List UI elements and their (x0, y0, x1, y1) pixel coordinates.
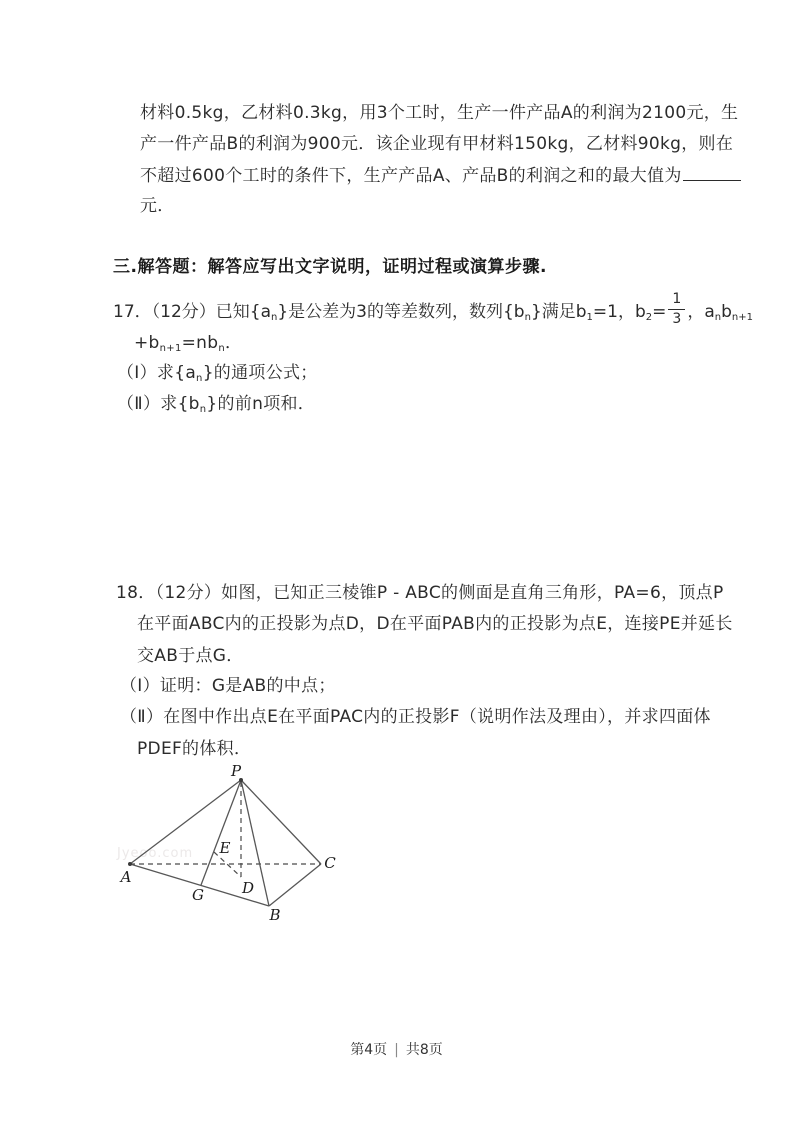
problem16-line-2: 产一件产品B的利润为900元．该企业现有甲材料150kg，乙材料90kg，则在 (140, 134, 734, 154)
problem17-part1: （Ⅰ）求$\{a_n\}$的通项公式； (117, 363, 318, 384)
edge-PC (241, 780, 321, 864)
label-P: P (230, 762, 242, 780)
problem18-line-1: 18．（12分）如图，已知正三棱锥P - ABC的侧面是直角三角形，PA=6，顶点P (116, 583, 724, 603)
section-heading: 三.解答题：解答应写出文字说明，证明过程或演算步骤. (113, 257, 547, 277)
problem16-line-1: 材料0.5kg，乙材料0.3kg，用3个工时，生产一件产品A的利润为2100元，生 (140, 103, 739, 123)
watermark: Jyeoo.com (117, 846, 194, 861)
fraction-numerator: 1 (668, 291, 685, 309)
problem18-part2-line-2: PDEF的体积． (137, 739, 252, 759)
problem17-line-1-after: ，$a_nb_{n+1}$ (687, 301, 753, 323)
fraction-denominator: 3 (672, 310, 682, 327)
label-C: C (324, 854, 336, 872)
label-D: D (241, 879, 255, 897)
problem17-line-2: $+b_{n+1}=nb_n$． (134, 333, 243, 354)
footer-page-total: 共8页 (405, 1042, 443, 1058)
problem16-line-3-text: 不超过600个工时的条件下，生产产品A、产品B的利润之和的最大值为 (140, 166, 682, 186)
problem18-line-3: 交AB于点G． (137, 646, 244, 666)
problem17-part2: （Ⅱ）求$\{b_n\}$的前n项和． (117, 394, 316, 415)
edge-BC (269, 864, 321, 906)
problem18-part1: （Ⅰ）证明：G是AB的中点； (120, 676, 336, 696)
page-footer (0, 1039, 793, 1059)
label-A: A (120, 868, 132, 886)
problem17-line-1-before: 17．（12分）已知$\{a_n\}$是公差为3的等差数列，数列$\{b_n\}$满足$b_1=1$，$b_2=$ (113, 301, 667, 323)
problem18-part2-line-1: （Ⅱ）在图中作出点E在平面PAC内的正投影F（说明作法及理由），并求四面体 (120, 707, 711, 727)
vertex-A-dot (128, 862, 132, 866)
footer-page-number: 第4页 (350, 1042, 388, 1058)
footer-separator: | (394, 1042, 399, 1058)
problem18-line-2: 在平面ABC内的正投影为点D，D在平面PAB内的正投影为点E，连接PE并延长 (137, 614, 733, 634)
problem16-line-4: 元． (140, 196, 175, 216)
label-G: G (192, 886, 204, 904)
label-B: B (269, 906, 281, 924)
label-E: E (219, 839, 231, 857)
